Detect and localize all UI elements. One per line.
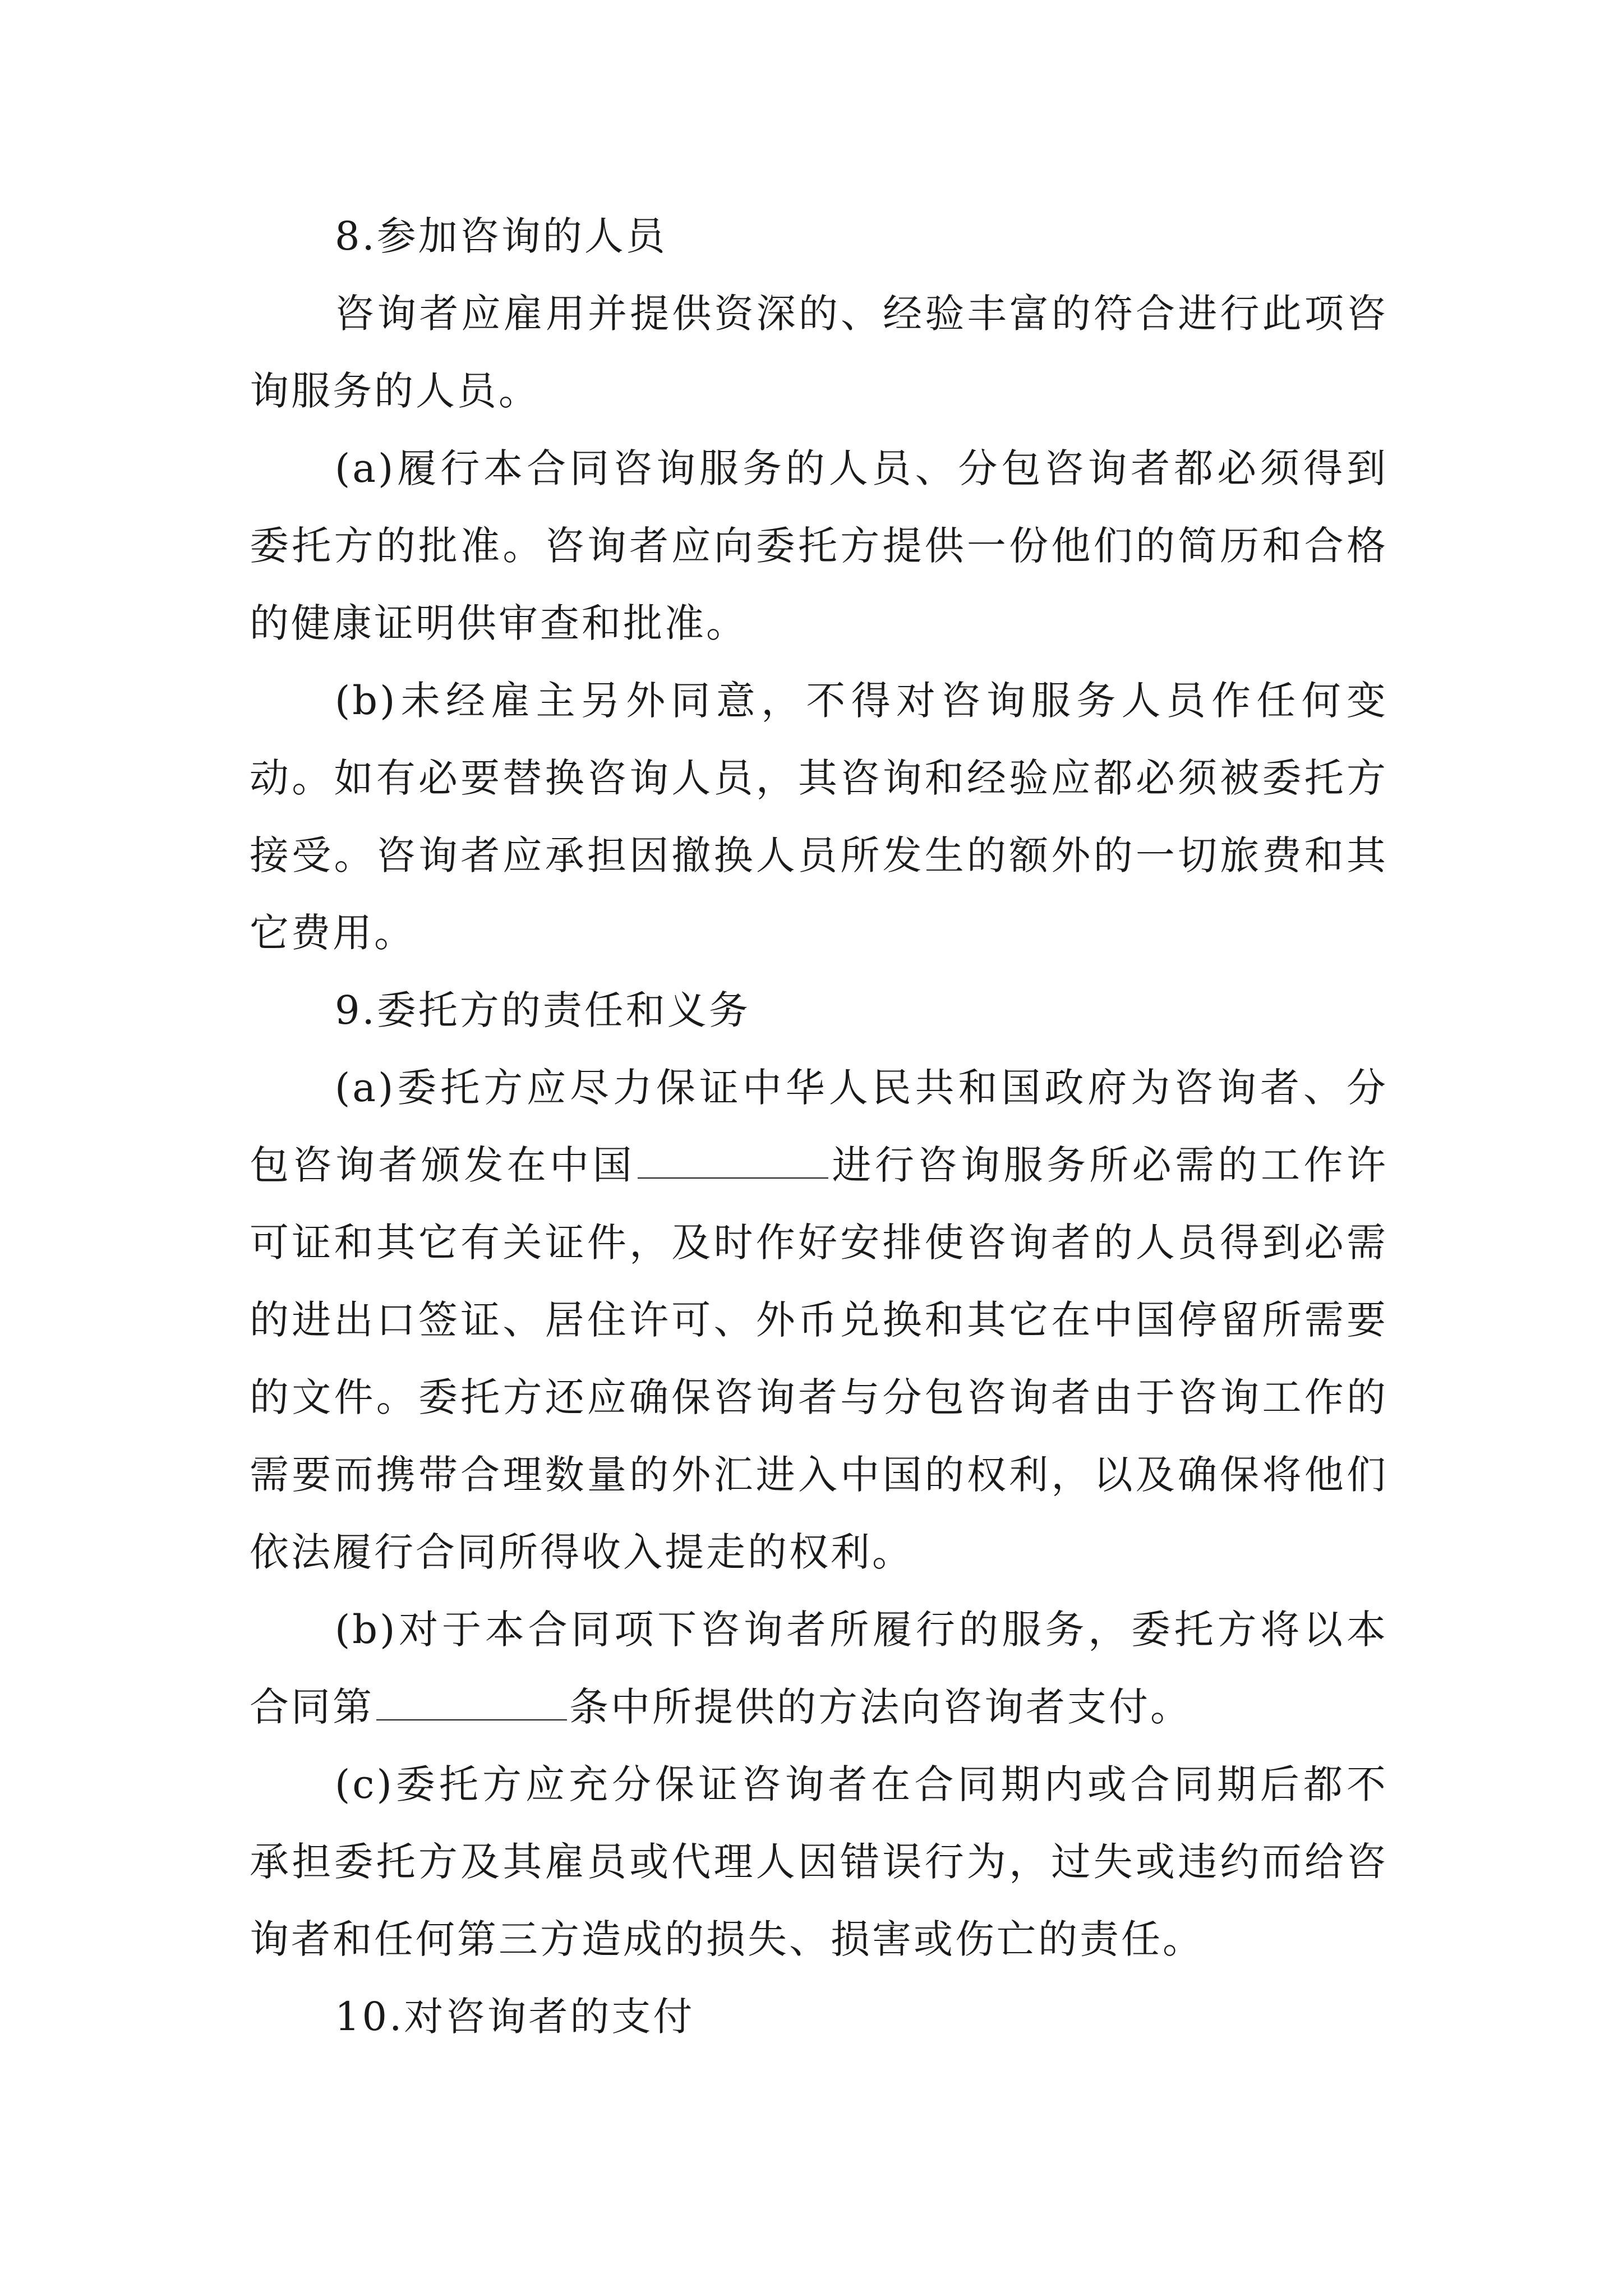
section-8-intro: 咨询者应雇用并提供资深的、经验丰富的符合进行此项咨询服务的人员。	[250, 291, 1388, 414]
section-8-clause-a: (a)履行本合同咨询服务的人员、分包咨询者都必须得到委托方的批准。咨询者应向委托方提供一份他们的简历和合格的健康证明供审查和批准。	[250, 445, 1388, 646]
fill-in-blank-article-number	[376, 1685, 567, 1720]
section-9-clause-b-text-2: 条中所提供的方法向咨询者支付。	[569, 1684, 1192, 1730]
section-9-clause-c: (c)委托方应充分保证咨询者在合同期内或合同期后都不承担委托方及其雇员或代理人因错误行为，过失或违约而给咨询者和任何第三方造成的损失、损害或伤亡的责任。	[250, 1761, 1388, 1962]
section-9-clause-a-text-1: (a)委托方应尽力保证中华人民共和国政府为咨询者、分包咨询者颁发在中国	[250, 1065, 1388, 1188]
section-9-clause-b-text-1: (b)对于本合同项下咨询者所履行的服务，委托方将以本合同第	[250, 1607, 1388, 1730]
section-9-clause-b	[250, 1591, 1388, 1746]
section-10-heading: 10.对咨询者的支付	[335, 1994, 695, 2040]
section-9-heading: 9.委托方的责任和义务	[335, 987, 750, 1033]
fill-in-blank-location	[638, 1143, 828, 1179]
section-9-clause-a-text-2: 进行咨询服务所必需的工作许可证和其它有关证件，及时作好安排使咨询者的人员得到必需的进出口签证、居住许可、外币兑换和其它在中国停留所需要的文件。委托方还应确保咨询者与分包咨询者由于咨询工作的需要而携带合理数量的外汇进入中国的权利，以及确保将他们依法履行合同所得收入提走的权利。	[250, 1142, 1389, 1575]
section-8-heading: 8.参加咨询的人员	[335, 213, 667, 259]
document-body	[250, 197, 1388, 2055]
section-9-clause-a	[250, 1049, 1388, 1591]
section-8-clause-b: (b)未经雇主另外同意，不得对咨询服务人员作任何变动。如有必要替换咨询人员，其咨询和经验应都必须被委托方接受。咨询者应承担因撤换人员所发生的额外的一切旅费和其它费用。	[250, 678, 1388, 956]
